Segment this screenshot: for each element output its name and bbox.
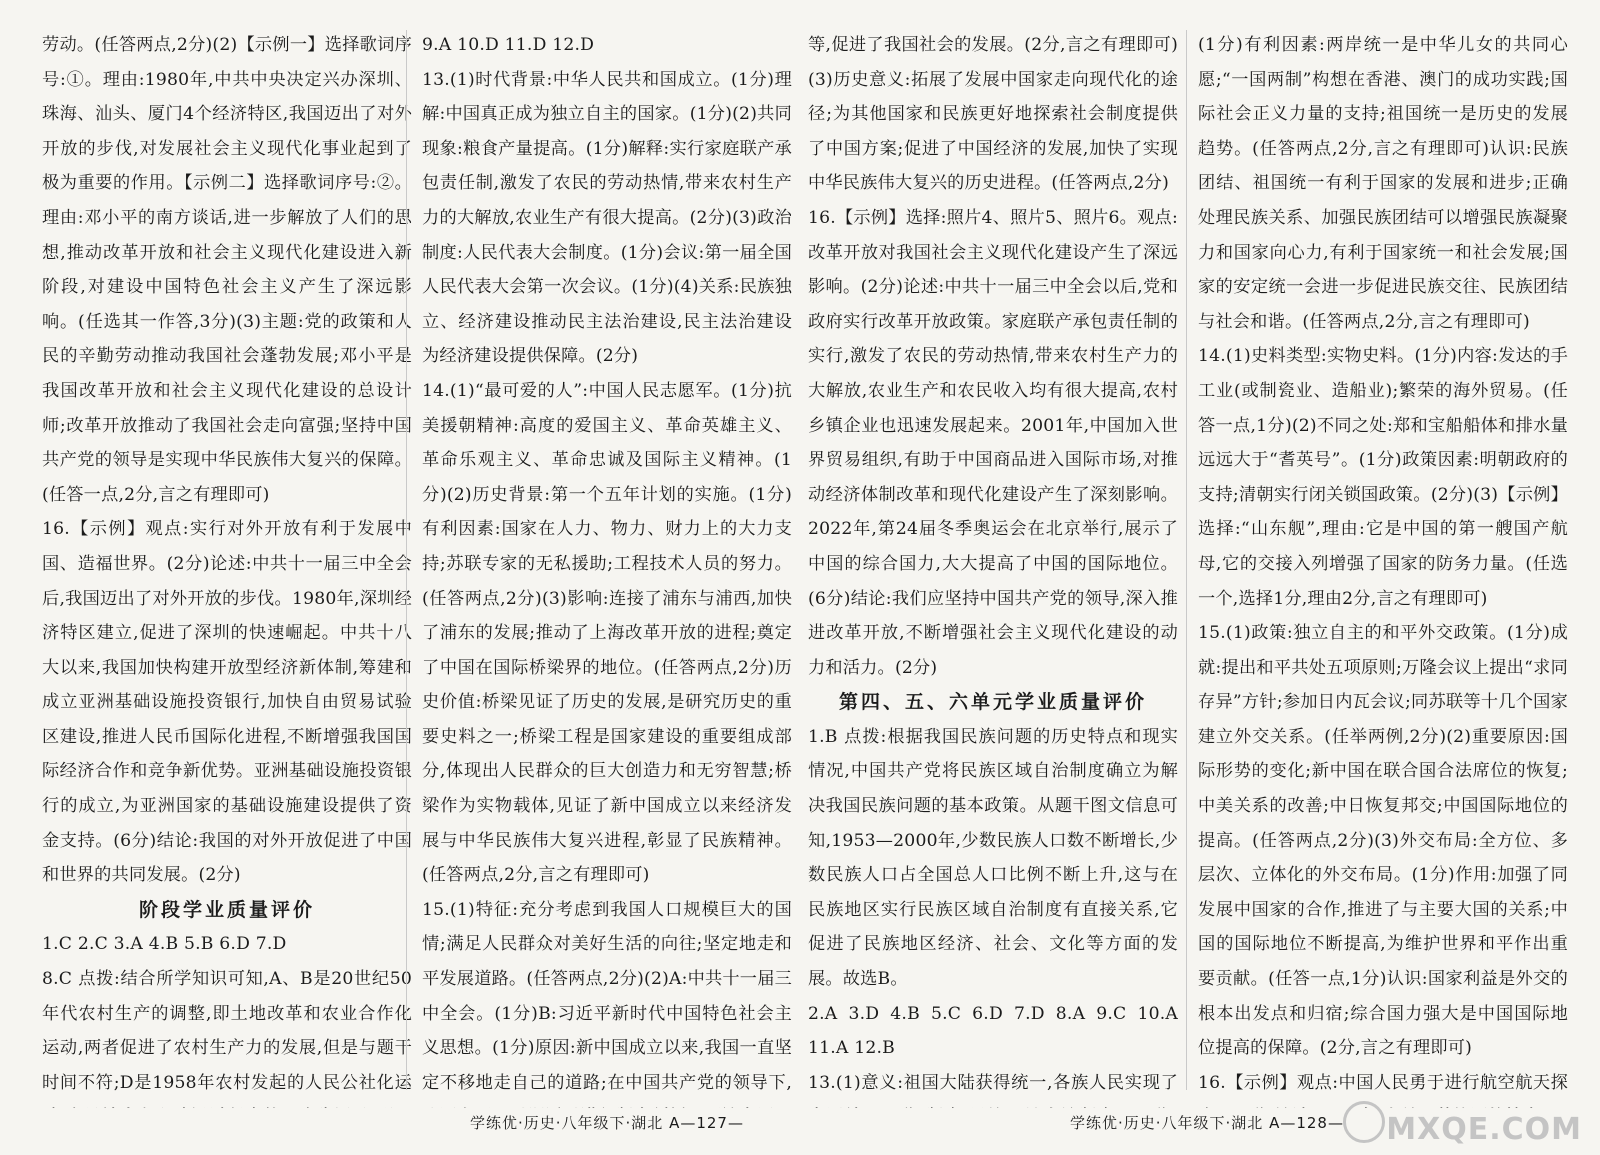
paragraph: 1.C 2.C 3.A 4.B 5.B 6.D 7.D bbox=[42, 934, 287, 955]
paragraph: 1.B 点拨:根据我国民族问题的历史特点和现实情况,中国共产党将民族区域自治制度确立为解决我国民族问题的基本政策。从题干图文信息可知,1953—2000年,少数民族人口数不断增长,少数民族人口占全国总人口比例不断上升,这与在民族地区实行民族区域自治制度有直接关系,它促进了民族地区经济、社会、文化等方面的发展。故选B。 bbox=[808, 726, 1178, 990]
paragraph: 13.(1)意义:祖国大陆获得统一,各族人民实现了 bbox=[808, 1072, 1178, 1093]
paragraph: 2.A 3.D 4.B 5.C 6.D 7.D 8.A 9.C 10.A 11.A 12.B bbox=[808, 1003, 1178, 1059]
paragraph: 14.(1)“最可爱的人”:中国人民志愿军。(1分)抗美援朝精神:高度的爱国主义、革命英雄主义、革命乐观主义、革命忠诚及国际主义精神。(1分)(2)历史背景:第一个五年计划的实施。(1分)有利因素:国家在人力、物力、财力上的大力支持;苏联专家的无私援助;工程技术人员的努力。(任答两点,2分)(3)影响:连接了浦东与浦西,加快了浦东的发展;推动了上海改革开放的进程;奠定了中国在国际桥梁界的地位。(任答两点,2分)历史价值:桥梁见证了历史的发展,是研究历史的重要史料之一;桥梁工程是国家建设的重要组成部分,体现出人民群众的巨大创造力和无穷智慧;桥梁作为实物载体,见证了新中国成立以来经济发展与中华民族伟大复兴进程,彰显了民族精神。(任答两点,2分,言之有理即可) bbox=[422, 380, 792, 886]
watermark-logo-icon bbox=[1343, 1101, 1385, 1143]
watermark-text: MXQE.COM bbox=[1386, 1112, 1582, 1147]
paragraph: 13.(1)时代背景:中华人民共和国成立。(1分)理解:中国真正成为独立自主的国家。(1分)(2)共同现象:粮食产量提高。(1分)解释:实行家庭联产承包责任制,激发了农民的劳动热情,带来农村生产力的大解放,农业生产有很大提高。(2分)(3)政治制度:人民代表大会制度。(1分)会议:第一届全国人民代表大会第一次会议。(1分)(4)关系:民族独立、经济建设推动民主法治建设,民主法治建设为经济建设提供保障。(2分) bbox=[422, 69, 792, 367]
paragraph: 9.A 10.D 11.D 12.D bbox=[422, 35, 595, 55]
paragraph: 14.(1)史料类型:实物史料。(1分)内容:发达的手工业(或制瓷业、造船业);繁荣的海外贸易。(任答一点,1分)(2)不同之处:郑和宝船船体和排水量远远大于“耆英号”。(1分)政策因素:明朝政府的支持;清朝实行闭关锁国政策。(2分)(3)【示例】选择:“山东舰”,理由:它是中国的第一艘国产航母,它的交接入列增强了国家的防务力量。(任选一个,选择1分,理由2分,言之有理即可) bbox=[1198, 346, 1568, 609]
paragraph: 8.C 点拨:结合所学知识可知,A、B是20世纪50年代农村生产的调整,即土地改革和农业合作化运动,两者促进了农村生产力的发展,但是与题干时间不符;D是1958年农村发起的人民公社化运 bbox=[42, 969, 412, 1093]
right-column-1 bbox=[808, 28, 1178, 1108]
paragraph: 劳动。(任答两点,2分)(2)【示例一】选择歌词序号:①。理由:1980年,中共中央决定兴办深圳、珠海、汕头、厦门4个经济特区,我国迈出了对外开放的步伐,对发展社会主义现代化事业起到了极为重要的作用。【示例二】选择歌词序号:②。理由:邓小平的南方谈话,进一步解放了人们的思想,推动改革开放和社会主义现代化建设进入新阶段,对建设中国特色社会主义产生了深远影响。(任选其一作答,3分)(3)主题:党的政策和人民的辛勤劳动推动我国社会蓬勃发展;邓小平是我国改革开放和社会主义现代化建设的总设计师;改革开放推动了我国社会走向富强;坚持中国共产党的领导是实现中华民族伟大复兴的保障。(任答一点,2分,言之有理即可) bbox=[42, 35, 412, 505]
paragraph: 等,促进了我国社会的发展。(2分,言之有理即可)(3)历史意义:拓展了发展中国家走向现代化的途径;为其他国家和民族更好地探索社会制度提供了中国方案;促进了中国经济的发展,加快了实现中华民族伟大复兴的历史进程。(任答两点,2分) bbox=[808, 35, 1178, 194]
paragraph: (1分)有利因素:两岸统一是中华儿女的共同心愿;“一国两制”构想在香港、澳门的成功实践;国际社会正义力量的支持;祖国统一是历史的发展趋势。(任答两点,2分,言之有理即可)认识:民族团结、祖国统一有利于国家的发展和进步;正确处理民族关系、加强民族团结可以增强民族凝聚力和国家向心力,有利于国家统一和社会发展;国家的安定统一会进一步促进民族交往、民族团结与社会和谐。(任答两点,2分,言之有理即可) bbox=[1198, 35, 1568, 332]
left-page bbox=[0, 0, 800, 1132]
paragraph: 16.【示例】观点:中国人民勇于进行航空航天探 bbox=[1198, 1072, 1568, 1093]
page-footer: 学练优·历史·八年级下·湖北 A—128— bbox=[1070, 1114, 1344, 1132]
left-column-2 bbox=[422, 28, 792, 1108]
left-column-1 bbox=[42, 28, 412, 1108]
paragraph: 15.(1)政策:独立自主的和平外交政策。(1分)成就:提出和平共处五项原则;万隆会议上提出“求同存异”方针;参加日内瓦会议;同苏联等十几个国家建立外交关系。(任举两例,2分)(2)重要原因:国际形势的变化;新中国在联合国合法席位的恢复;中美关系的改善;中日恢复邦交;中国国际地位的提高。(任答两点,2分)(3)外交布局:全方位、多层次、立体化的外交布局。(1分)作用:加强了同发展中国家的合作,推进了与主要大国的关系;中国的国际地位不断提高,为维护世界和平作出重要贡献。(任答一点,1分)认识:国家利益是外交的根本出发点和归宿;综合国力强大是中国国际地位提高的保障。(2分,言之有理即可) bbox=[1198, 623, 1568, 1059]
section-heading: 第四、五、六单元学业质量评价 bbox=[838, 691, 1147, 714]
right-column-2 bbox=[1198, 28, 1568, 1108]
column-divider bbox=[1186, 30, 1187, 1090]
paragraph: 15.(1)特征:充分考虑到我国人口规模巨大的国情;满足人民群众对美好生活的向往;坚定地走和平发展道路。(任答两点,2分)(2)A:中共十一届三中全会。(1分)B:习近平新时代中国特色社会主义思想。(1分)原因:新中国成立以来,我国一直坚定不移地走自己的道路;在中国共产党的领导下, bbox=[422, 899, 792, 1093]
paragraph: 16.【示例】选择:照片4、照片5、照片6。观点:改革开放对我国社会主义现代化建设产生了深远影响。(2分)论述:中共十一届三中全会以后,党和政府实行改革开放政策。家庭联产承包责任制的实行,激发了农民的劳动热情,带来农村生产力的大解放,农业生产和农民收入均有很大提高,农村乡镇企业也迅速发展起来。2001年,中国加入世界贸易组织,有助于中国商品进入国际市场,对推动经济体制改革和现代化建设产生了深刻影响。2022年,第24届冬季奥运会在北京举行,展示了中国的综合国力,大大提高了中国的国际地位。(6分)结论:我们应坚持中国共产党的领导,深入推进改革开放,不断增强社会主义现代化建设的动力和活力。(2分) bbox=[808, 207, 1178, 678]
column-divider bbox=[406, 30, 407, 1090]
section-heading: 阶段学业质量评价 bbox=[138, 898, 315, 921]
paragraph: 16.【示例】观点:实行对外开放有利于发展中国、造福世界。(2分)论述:中共十一届三中全会后,我国迈出了对外开放的步伐。1980年,深圳经济特区建立,促进了深圳的快速崛起。中共十八大以来,我国加快构建开放型经济新体制,筹建和成立亚洲基础设施投资银行,加快自由贸易试验区建设,推进人民币国际化进程,不断增强我国国际经济合作和竞争新优势。亚洲基础设施投资银行的成立,为亚洲国家的基础设施建设提供了资金支持。(6分)结论:我国的对外开放促进了中国和世界的共同发展。(2分) bbox=[42, 519, 412, 886]
page-footer: 学练优·历史·八年级下·湖北 A—127— bbox=[470, 1114, 744, 1132]
